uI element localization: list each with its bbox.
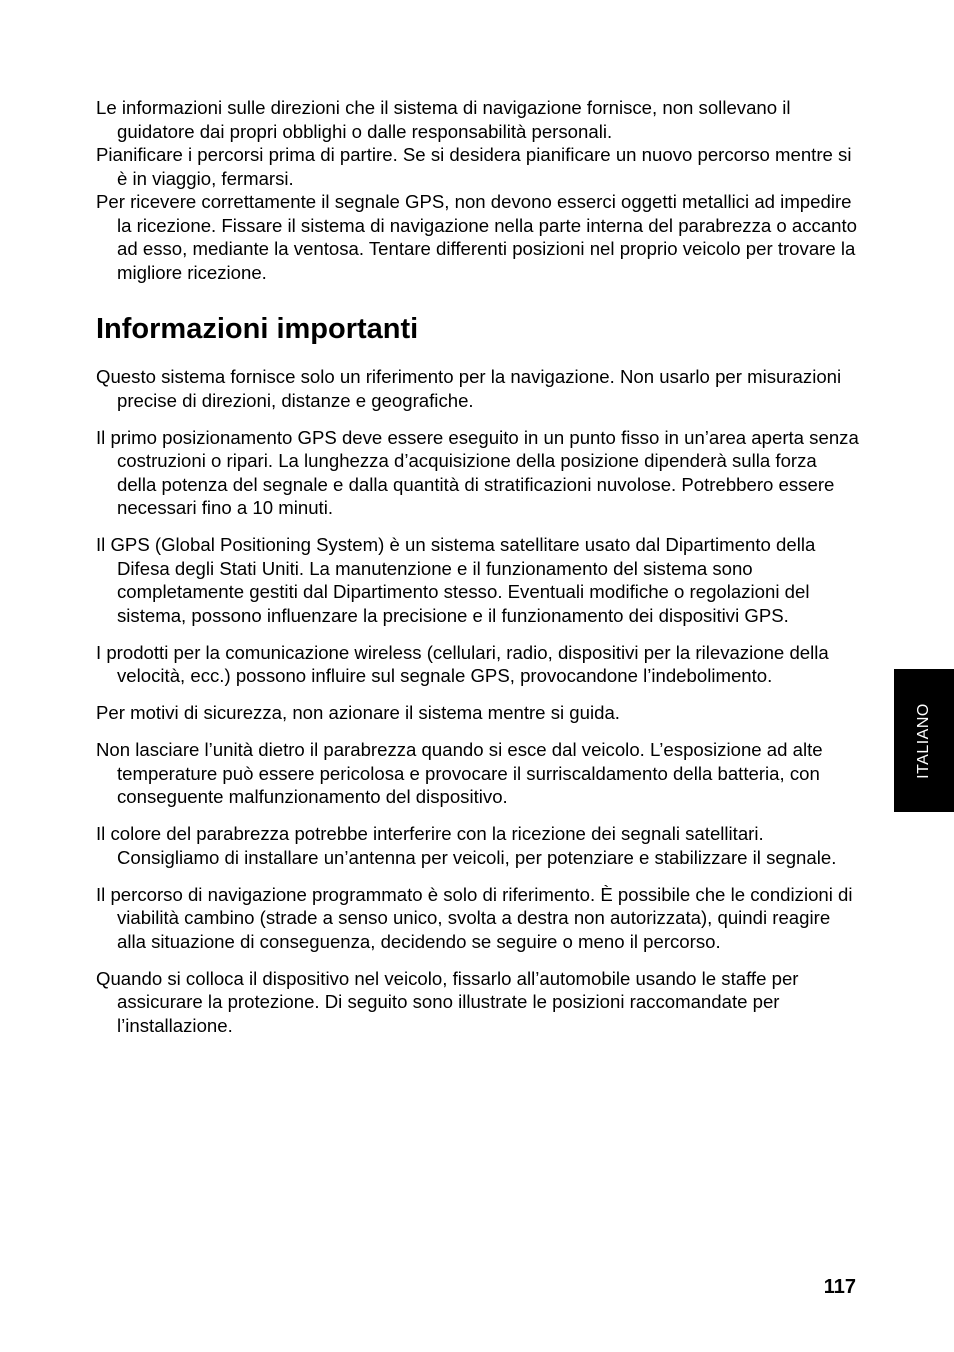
section-paragraph: Il colore del parabrezza potrebbe interferire con la ricezione dei segnali satellitari. Consigliamo di installare un’antenna per veicoli, per potenziare e stabilizzare il segnale. [96,823,837,868]
section-paragraphs [96,365,860,1037]
language-tab-label: ITALIANO [915,702,932,779]
intro-paragraphs [96,96,860,284]
intro-paragraph: Per ricevere correttamente il segnale GPS, non devono esserci oggetti metallici ad impedire la ricezione. Fissare il sistema di navigazione nella parte interna del parabrezza o accanto ad esso, mediante la ventosa. Tentare differenti posizioni nel proprio veicolo per trovare la migliore ricezione. [96,191,858,283]
section-paragraph: Per motivi di sicurezza, non azionare il sistema mentre si guida. [96,702,620,723]
section-paragraph: Questo sistema fornisce solo un riferimento per la navigazione. Non usarlo per misurazioni precise di direzioni, distanze e geografiche. [96,366,842,411]
section-paragraph: Il GPS (Global Positioning System) è un sistema satellitare usato dal Dipartimento della Difesa degli Stati Uniti. La manutenzione e il funzionamento del sistema sono completamente gestiti dal Dipartimento stesso. Eventuali modifiche o regolazioni del sistema, possono influenzare la precisione e il funzionamento dei dispositivi GPS. [96,534,816,626]
page-content [96,96,860,1051]
section-paragraph: Quando si colloca il dispositivo nel veicolo, fissarlo all’automobile usando le staffe per assicurare la protezione. Di seguito sono illustrate le posizioni raccomandate per l’installazione. [96,967,799,1036]
intro-paragraph: Le informazioni sulle direzioni che il sistema di navigazione fornisce, non sollevano il guidatore dai propri obblighi o dalle responsabilità personali. [96,97,791,142]
section-paragraph: Il primo posizionamento GPS deve essere eseguito in un punto fisso in un’area aperta senza costruzioni o ripari. La lunghezza d’acquisizione della posizione dipenderà sulla forza della potenza del segnale e dalla quantità di stratificazioni nuvolose. Potrebbero essere necessari fino a 10 minuti. [96,426,859,518]
section-heading: Informazioni importanti [96,313,419,345]
section-paragraph: Il percorso di navigazione programmato è solo di riferimento. È possibile che le condizioni di viabilità cambino (strade a senso unico, svolta a destra non autorizzata), quindi reagire alla situazione di conseguenza, decidendo se seguire o meno il percorso. [96,883,853,952]
intro-paragraph: Pianificare i percorsi prima di partire. Se si desidera pianificare un nuovo percorso mentre si è in viaggio, fermarsi. [96,144,852,189]
section-paragraph: Non lasciare l’unità dietro il parabrezza quando si esce dal veicolo. L’esposizione ad alte temperature può essere pericolosa e provocare il surriscaldamento della batteria, con conseguente malfunzionamento del dispositivo. [96,739,823,807]
language-side-tab [894,669,954,812]
page-number: 117 [823,1276,856,1298]
section-paragraph: I prodotti per la comunicazione wireless (cellulari, radio, dispositivi per la rilevazione della velocità, ecc.) possono influire sul segnale GPS, provocandone l’indebolimento. [96,641,829,686]
